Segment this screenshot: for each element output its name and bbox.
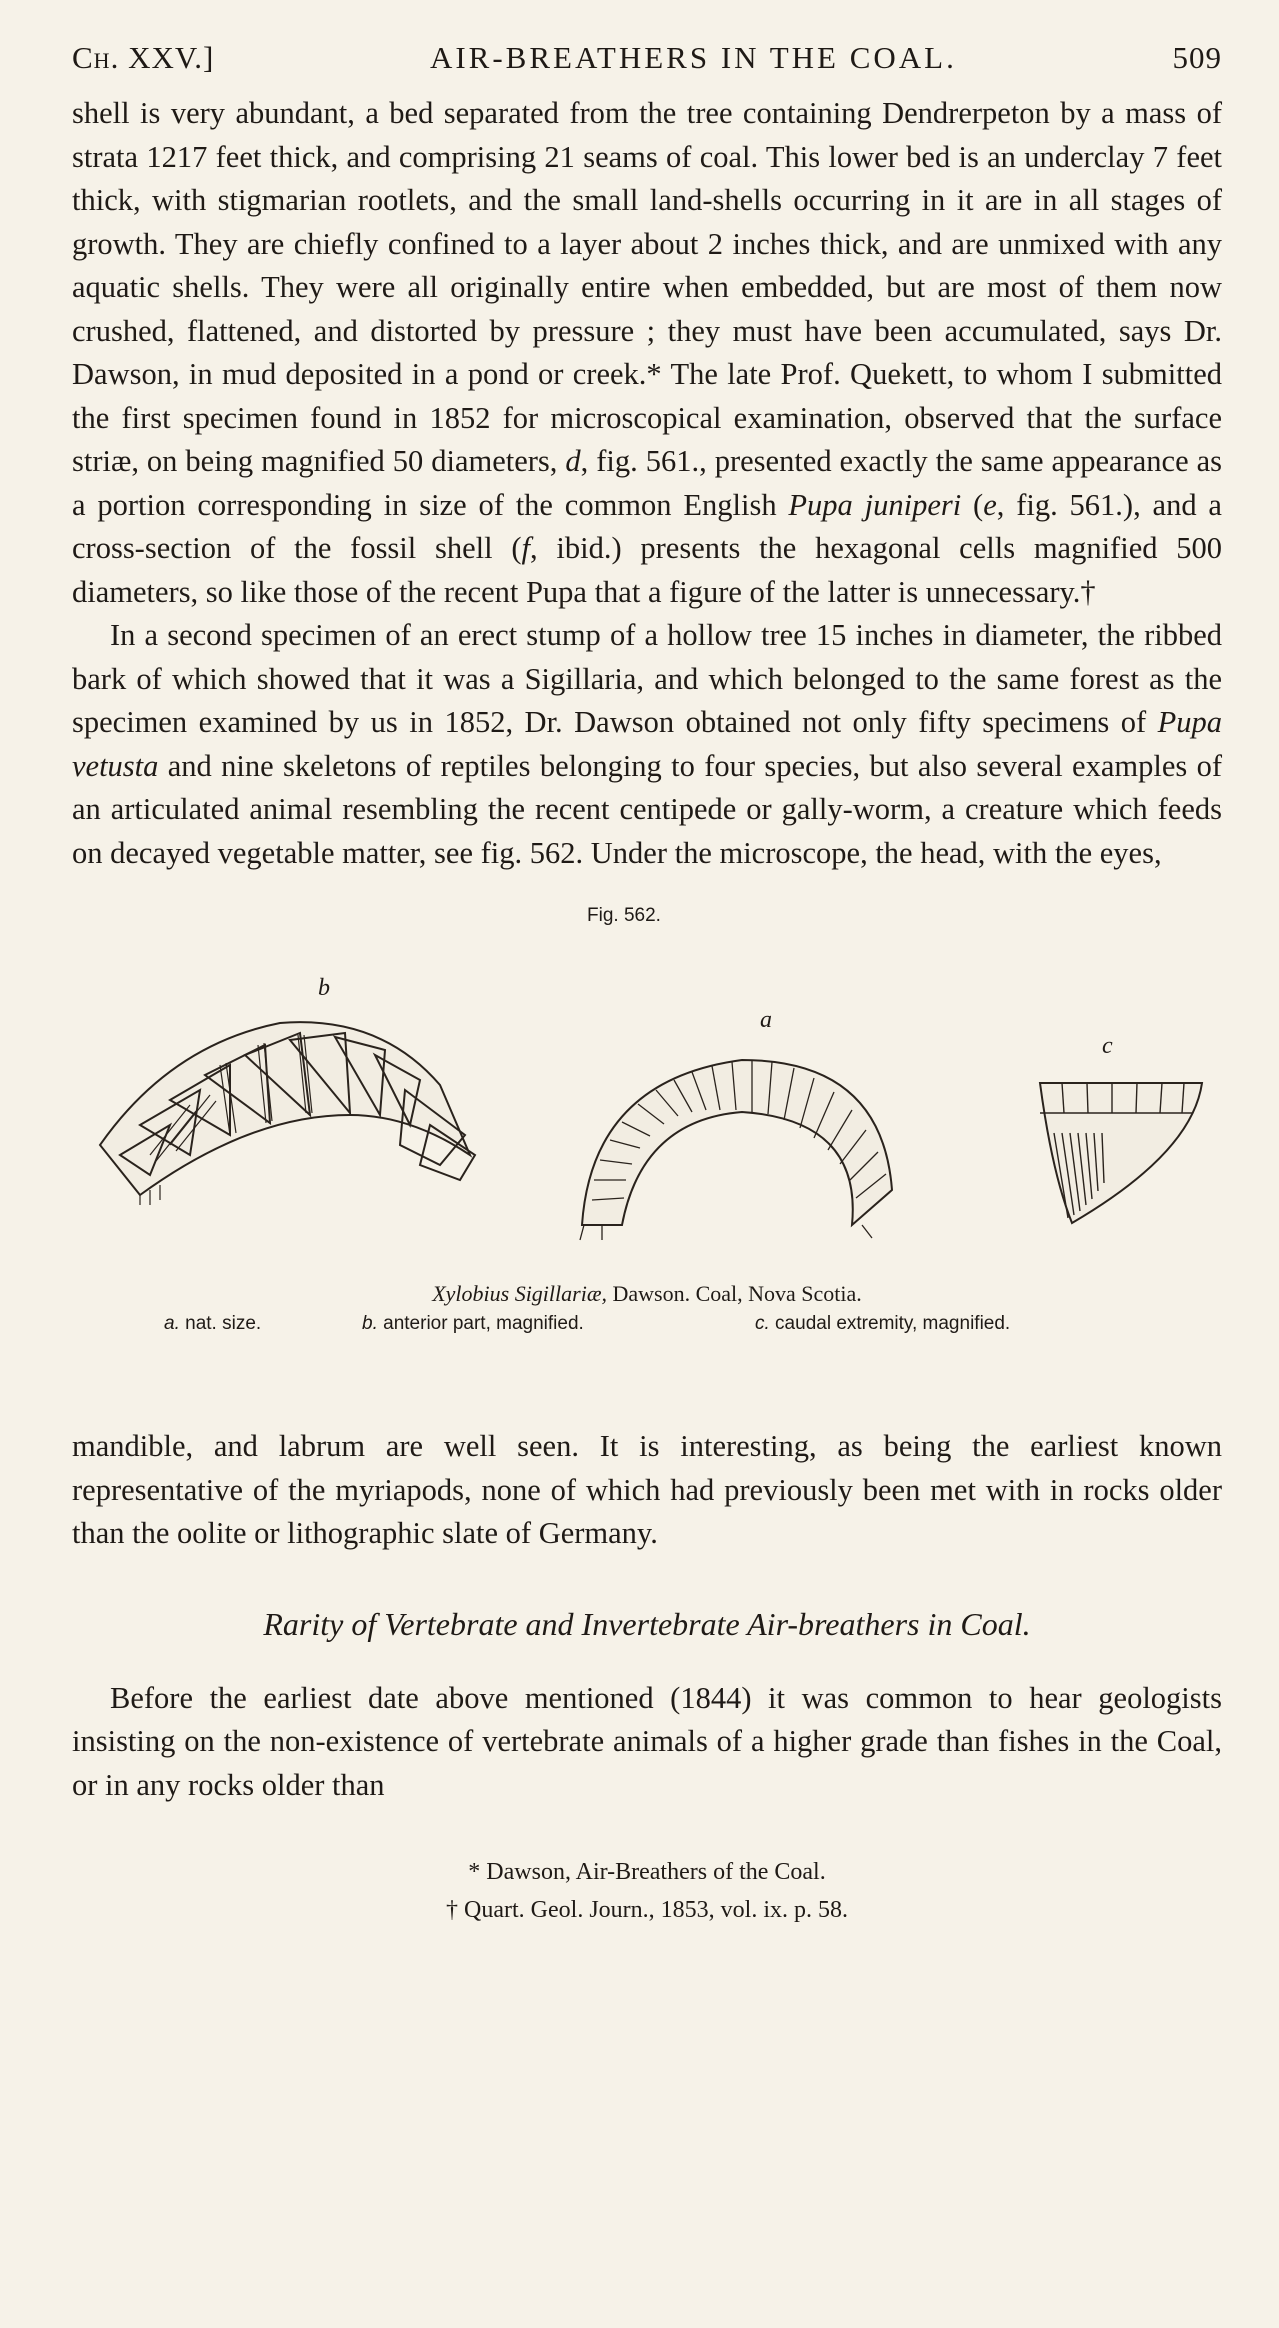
caption-a-text: nat. size.	[179, 1313, 262, 1334]
paragraph-1-text-b: , fig. 561., presented exactly the same appearance as a portion corresponding in size of the common English	[72, 444, 1222, 522]
caption-source: Dawson. Coal, Nova Scotia.	[607, 1281, 862, 1306]
paragraph-1	[72, 92, 1222, 614]
paragraph-2	[72, 614, 1222, 875]
caption-b-letter: b.	[362, 1313, 378, 1334]
caption-b	[362, 1313, 584, 1335]
footnote-2: † Quart. Geol. Journ., 1853, vol. ix. p. 58.	[446, 1897, 848, 1923]
figure-letter-b: b	[318, 975, 330, 1001]
paragraph-1-text-c: , fig. 561.), and a cross-section of the fossil shell (	[72, 487, 1222, 565]
ref-f: f	[521, 531, 531, 565]
caption-a	[164, 1313, 261, 1335]
footnotes	[72, 1853, 1222, 1929]
paragraph-4: Before the earliest date above mentioned (1844) it was common to hear geologists insisting on the non-existence of vertebrate animals of a higher grade than fishes in the Coal, or in any rocks older than	[72, 1680, 1222, 1802]
ref-d: d	[565, 444, 581, 478]
paragraph-1-text-a: shell is very abundant, a bed separated from the tree containing Dendrerpeton by a mass of strata 1217 feet thick, and comprising 21 seams of coal. This lower bed is an underclay 7 feet thick, with stigmarian rootlets, and the small land-shells occurring in it are in all stages of growth. They are chiefly confined to a layer about 2 inches thick, and are unmixed with any aquatic shells. They were all originally entire when embedded, but are most of them now crushed, flattened, and distorted by pressure ; they must have been accumulated, says Dr. Dawson, in mud deposited in a pond or creek.* The late Prof. Quekett, to whom I submitted the first specimen found in 1852 for microscopical examination, observed that the surface striæ, on being magnified 50 diameters,	[72, 96, 1222, 478]
book-page	[72, 40, 1222, 1929]
section-heading: Rarity of Vertebrate and Invertebrate Air-breathers in Coal.	[263, 1605, 1031, 1642]
caption-species: Xylobius Sigillariæ,	[432, 1281, 607, 1306]
paragraph-2-text-a: In a second specimen of an erect stump of a hollow tree 15 inches in diameter, the ribbed bark of which showed that it was a Sigillaria, and which belonged to the same forest as the specimen examined by us in 1852, Dr. Dawson obtained not only fifty specimens of	[72, 618, 1222, 739]
ref-e: e	[983, 487, 997, 522]
running-title: AIR-BREATHERS IN THE COAL.	[429, 40, 957, 75]
chapter-label: Ch. XXV.]	[72, 40, 215, 75]
paragraph-1-paren: (	[961, 487, 984, 522]
species-pupa-juniperi: Pupa juniperi	[788, 487, 962, 522]
myriapod-caudal-illustration	[1032, 1073, 1212, 1233]
body-text-top	[72, 92, 1222, 875]
caption-a-letter: a.	[164, 1313, 180, 1334]
figure-label: Fig. 562.	[587, 905, 661, 926]
species-pupa-vetusta: Pupa vetusta	[72, 705, 1222, 783]
myriapod-anterior-illustration	[80, 1005, 480, 1215]
caption-c	[755, 1313, 1010, 1335]
figure-562	[72, 905, 1222, 1425]
myriapod-full-illustration	[562, 1040, 962, 1245]
figure-letter-c: c	[1102, 1033, 1113, 1059]
body-text-final	[72, 1677, 1222, 1808]
paragraph-3: mandible, and labrum are well seen. It is interesting, as being the earliest known representative of the myriapods, none of which had previously been met with in rocks older than the oolite or lithographic slate of Germany.	[72, 1429, 1222, 1550]
body-text-bottom	[72, 1425, 1222, 1556]
figure-letter-a: a	[760, 1007, 772, 1033]
page-number: 509	[1172, 40, 1222, 75]
footnote-1: * Dawson, Air-Breathers of the Coal.	[468, 1859, 826, 1885]
paragraph-1-text-d: , ibid.) presents the hexagonal cells magnified 500 diameters, so like those of the recent Pupa that a figure of the latter is unnecessary.†	[72, 531, 1222, 609]
caption-c-letter: c.	[755, 1313, 770, 1334]
paragraph-2-text-b: and nine skeletons of reptiles belonging to four species, but also several examples of an articulated animal resembling the recent centipede or gally-worm, a creature which feeds on decayed vegetable matter, see fig. 562. Under the microscope, the head, with the eyes,	[72, 748, 1222, 870]
running-header	[72, 40, 1222, 92]
caption-c-text: caudal extremity, magnified.	[769, 1313, 1011, 1334]
figure-caption-title	[72, 1281, 1222, 1307]
caption-b-text: anterior part, magnified.	[377, 1313, 584, 1334]
